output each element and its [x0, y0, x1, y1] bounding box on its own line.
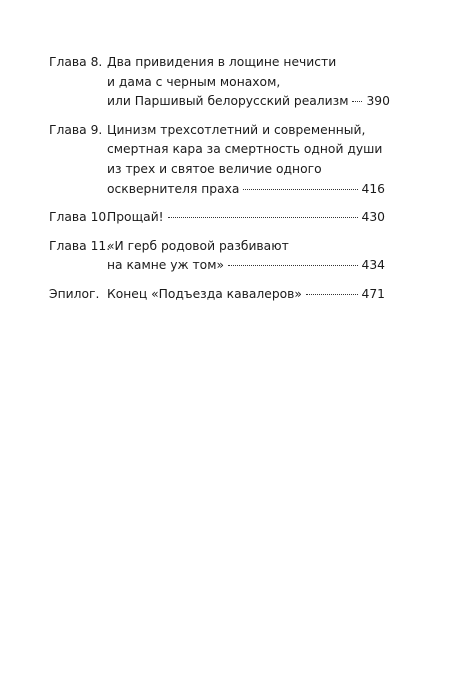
page-number: 390: [366, 94, 390, 109]
dot-leader: [243, 189, 357, 190]
chapter-title-line: осквернителя праха: [107, 181, 240, 196]
chapter-title-last-line: [107, 256, 385, 276]
toc-entry-chapter-10: [49, 208, 385, 228]
page-number: 434: [361, 258, 385, 273]
chapter-title-last-line: [107, 285, 385, 305]
chapter-title-line: Два привидения в лощине нечисти: [107, 55, 337, 69]
chapter-title-last-line: [107, 180, 385, 200]
toc-entry-chapter-9: [49, 121, 385, 199]
chapter-title-line: на камне уж том»: [107, 258, 224, 273]
dot-leader: [168, 217, 358, 218]
page-number: 430: [361, 210, 385, 225]
chapter-title-line: Прощай!: [107, 210, 164, 225]
toc-entry-chapter-11: [49, 237, 385, 276]
chapter-title-line: из трех и святое величие одного: [107, 161, 322, 176]
chapter-title-line: «И герб родовой разбивают: [107, 238, 289, 253]
chapter-label: Глава 10.: [49, 210, 111, 225]
chapter-title-line: и дама с черным монахом,: [107, 74, 281, 89]
chapter-title-line: смертная кара за смертность одной души: [107, 142, 383, 157]
chapter-label: Глава 9.: [49, 122, 103, 137]
page-number: 471: [361, 286, 385, 301]
toc-entry-epilogue: [49, 285, 385, 305]
dot-leader: [352, 101, 362, 102]
toc-entry-chapter-8: [49, 53, 390, 112]
chapter-title-last-line: [107, 92, 390, 112]
chapter-title-last-line: [107, 208, 385, 228]
chapter-label: Глава 11.: [49, 238, 111, 253]
chapter-label: Эпилог.: [49, 286, 100, 301]
page-number: 416: [361, 181, 385, 196]
chapter-title-line: Цинизм трехсотлетний и современный,: [107, 122, 366, 137]
dot-leader: [228, 265, 358, 266]
chapter-title-line: Конец «Подъезда кавалеров»: [107, 286, 302, 301]
table-of-contents: [49, 53, 390, 314]
chapter-title-line: или Паршивый белорусский реализм: [107, 94, 349, 109]
chapter-label: Глава 8.: [49, 55, 103, 69]
dot-leader: [306, 294, 358, 295]
